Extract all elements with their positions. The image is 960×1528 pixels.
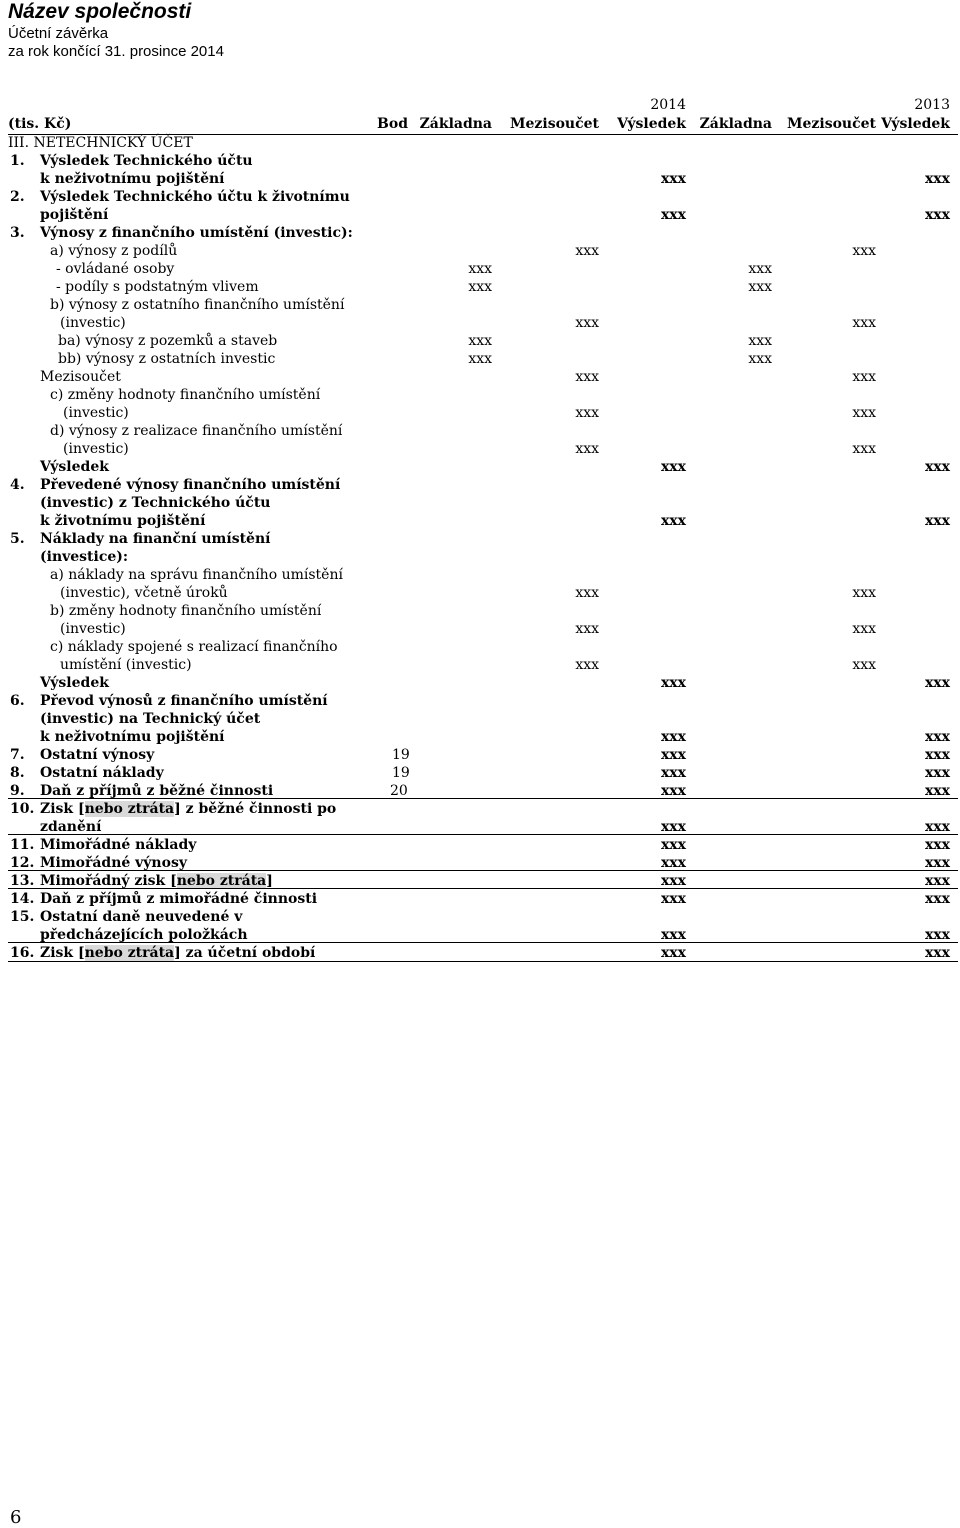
row-label: Daň z příjmů z běžné činnosti	[40, 783, 274, 799]
value-cell: xxx	[852, 369, 876, 385]
value-cell: xxx	[852, 405, 876, 421]
value-cell: xxx	[660, 783, 686, 799]
row-rule	[8, 798, 958, 799]
row-number: 12.	[10, 855, 35, 871]
value-cell: xxx	[575, 369, 599, 385]
row-label: a) výnosy z podílů	[50, 243, 178, 259]
row-label: k neživotnímu pojištění	[40, 729, 225, 745]
row-rule	[8, 834, 958, 835]
value-cell: xxx	[575, 441, 599, 457]
page-number: 6	[10, 1507, 22, 1528]
row-label: (investic) na Technický účet	[40, 711, 261, 727]
value-cell: xxx	[575, 315, 599, 331]
value-cell: xxx	[575, 243, 599, 259]
value-cell: xxx	[924, 927, 950, 943]
row-number: 11.	[10, 837, 35, 853]
row-label: Výsledek Technického účtu	[40, 153, 253, 169]
row-label: a) náklady na správu finančního umístění	[50, 567, 343, 583]
value-cell: xxx	[575, 405, 599, 421]
row-label: d) výnosy z realizace finančního umístění	[50, 423, 343, 439]
document-title: Účetní závěrka	[8, 25, 109, 42]
row-label: Mimořádné náklady	[40, 837, 197, 853]
value-cell: xxx	[924, 459, 950, 475]
value-cell: xxx	[924, 675, 950, 691]
row-label: b) výnosy z ostatního finančního umístění	[50, 297, 345, 313]
value-cell: xxx	[852, 657, 876, 673]
row-label	[40, 800, 336, 818]
value-cell: xxx	[575, 657, 599, 673]
row-label: (investic) z Technického účtu	[40, 495, 271, 511]
value-cell: xxx	[748, 279, 772, 295]
row-label: zdanění	[40, 819, 102, 835]
row-number: 14.	[10, 891, 35, 907]
row-label: (investic)	[63, 441, 129, 457]
row-label: (investic), včetně úroků	[60, 585, 228, 601]
row-label: c) změny hodnoty finančního umístění	[50, 387, 321, 403]
value-cell: xxx	[660, 675, 686, 691]
year-2013: 2013	[914, 97, 950, 113]
value-cell: xxx	[852, 243, 876, 259]
value-cell: xxx	[924, 765, 950, 781]
value-cell: xxx	[924, 747, 950, 763]
row-number: 4.	[10, 477, 25, 493]
company-name: Název společnosti	[8, 0, 192, 23]
row-label: Daň z příjmů z mimořádné činnosti	[40, 891, 318, 907]
value-cell: xxx	[660, 837, 686, 853]
period-label: za rok končící 31. prosince 2014	[8, 43, 224, 60]
value-cell: xxx	[852, 441, 876, 457]
row-number: 3.	[10, 225, 25, 241]
row-label: Výnosy z finančního umístění (investic):	[40, 225, 353, 241]
value-cell: xxx	[468, 333, 492, 349]
label-part: ] z běžné činnosti po	[174, 801, 337, 817]
row-number: 13.	[10, 873, 35, 889]
value-cell: xxx	[852, 315, 876, 331]
value-cell: xxx	[852, 585, 876, 601]
row-label: Převod výnosů z finančního umístění	[40, 693, 328, 709]
value-cell: xxx	[660, 855, 686, 871]
row-label: (investic)	[60, 315, 126, 331]
value-cell: xxx	[660, 729, 686, 745]
row-label: pojištění	[40, 207, 109, 223]
row-number: 10.	[10, 801, 35, 817]
row-label: ba) výnosy z pozemků a staveb	[58, 333, 278, 349]
value-cell: xxx	[924, 837, 950, 853]
value-cell: xxx	[660, 171, 686, 187]
value-cell: xxx	[924, 819, 950, 835]
value-cell: xxx	[575, 585, 599, 601]
value-cell: xxx	[660, 207, 686, 223]
row-rule	[8, 870, 958, 871]
row-rule	[8, 942, 958, 943]
row-label: b) změny hodnoty finančního umístění	[50, 603, 322, 619]
row-label: c) náklady spojené s realizací finančního	[50, 639, 338, 655]
row-number: 7.	[10, 747, 25, 763]
row-label: - ovládané osoby	[56, 261, 175, 277]
year-2014: 2014	[650, 97, 686, 113]
highlight: nebo ztráta	[84, 801, 175, 817]
value-cell: xxx	[924, 171, 950, 187]
col-bod: Bod	[377, 116, 408, 132]
row-label: Výsledek	[40, 459, 109, 475]
value-cell: xxx	[924, 945, 950, 961]
row-number: 8.	[10, 765, 25, 781]
col-zakladna-2013: Základna	[699, 116, 772, 132]
value-cell: xxx	[468, 279, 492, 295]
value-cell: xxx	[924, 207, 950, 223]
label-part: Zisk [	[40, 945, 85, 961]
value-cell: xxx	[660, 459, 686, 475]
note-ref: 20	[390, 783, 408, 799]
col-mezisoucet-2013: Mezisoučet	[787, 116, 876, 132]
col-vysledek-2014: Výsledek	[617, 116, 686, 132]
value-cell: xxx	[468, 351, 492, 367]
row-label: Výsledek	[40, 675, 109, 691]
label-part: ]	[266, 873, 273, 889]
row-label	[40, 944, 315, 962]
value-cell: xxx	[660, 927, 686, 943]
highlight: nebo ztráta	[176, 873, 267, 889]
row-label: (investic)	[60, 621, 126, 637]
label-part: Zisk [	[40, 801, 85, 817]
row-label: (investice):	[40, 549, 129, 565]
value-cell: xxx	[748, 351, 772, 367]
row-label: Mimořádné výnosy	[40, 855, 187, 871]
value-cell: xxx	[924, 855, 950, 871]
label-part: ] za účetní období	[174, 945, 316, 961]
unit-label: (tis. Kč)	[8, 116, 72, 132]
row-number: 6.	[10, 693, 25, 709]
value-cell: xxx	[660, 513, 686, 529]
row-label: předcházejících položkách	[40, 927, 248, 943]
row-label: Náklady na finanční umístění	[40, 531, 271, 547]
row-label: Mezisoučet	[40, 369, 121, 385]
row-label: k neživotnímu pojištění	[40, 171, 225, 187]
value-cell: xxx	[924, 513, 950, 529]
value-cell: xxx	[660, 747, 686, 763]
row-rule	[8, 888, 958, 889]
row-label: Převedené výnosy finančního umístění	[40, 477, 341, 493]
table-bottom-rule	[8, 961, 958, 962]
value-cell: xxx	[852, 621, 876, 637]
value-cell: xxx	[660, 891, 686, 907]
row-label: k životnímu pojištění	[40, 513, 206, 529]
value-cell: xxx	[660, 873, 686, 889]
row-number: 2.	[10, 189, 25, 205]
row-label: Výsledek Technického účtu k životnímu	[40, 189, 350, 205]
value-cell: xxx	[748, 333, 772, 349]
label-part: Mimořádný zisk [	[40, 873, 177, 889]
row-label: Ostatní daně neuvedené v	[40, 909, 243, 925]
row-label: (investic)	[63, 405, 129, 421]
row-number: 9.	[10, 783, 25, 799]
note-ref: 19	[392, 765, 410, 781]
row-label: - podíly s podstatným vlivem	[56, 279, 259, 295]
row-label: Ostatní náklady	[40, 765, 164, 781]
row-number: 5.	[10, 531, 25, 547]
row-label: umístění (investic)	[60, 657, 192, 673]
row-number: 1.	[10, 153, 25, 169]
value-cell: xxx	[660, 765, 686, 781]
highlight: nebo ztráta	[84, 945, 175, 961]
value-cell: xxx	[924, 729, 950, 745]
row-label: Ostatní výnosy	[40, 747, 155, 763]
value-cell: xxx	[748, 261, 772, 277]
row-number: 15.	[10, 909, 35, 925]
value-cell: xxx	[468, 261, 492, 277]
section-title: III. NETECHNICKÝ ÚČET	[8, 135, 193, 151]
value-cell: xxx	[924, 891, 950, 907]
col-zakladna-2014: Základna	[419, 116, 492, 132]
row-label: bb) výnosy z ostatních investic	[58, 351, 276, 367]
value-cell: xxx	[575, 621, 599, 637]
col-mezisoucet-2014: Mezisoučet	[510, 116, 599, 132]
value-cell: xxx	[924, 783, 950, 799]
col-vysledek-2013: Výsledek	[881, 116, 950, 132]
note-ref: 19	[392, 747, 410, 763]
value-cell: xxx	[660, 945, 686, 961]
value-cell: xxx	[924, 873, 950, 889]
row-number: 16.	[10, 945, 35, 961]
value-cell: xxx	[660, 819, 686, 835]
